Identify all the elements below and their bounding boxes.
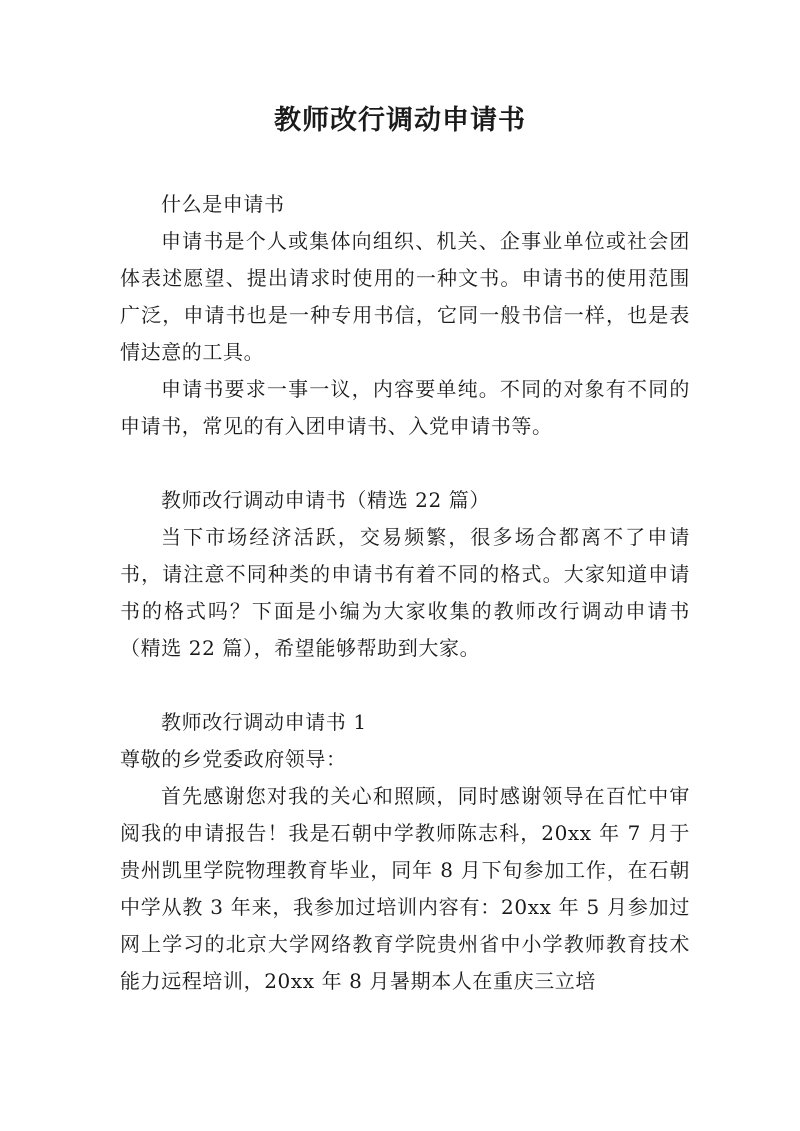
letter-salutation: 尊敬的乡党委政府领导： (120, 747, 347, 771)
paragraph-introduction: 当下市场经济活跃，交易频繁，很多场合都离不了申请书，请注意不同种类的申请书有着不同的格式。大家知道申请书的格式吗？下面是小编为大家收集的教师改行调动申请书（精选 22 篇），希望能够帮助到大家。 (120, 525, 690, 660)
letter-body-paragraph: 首先感谢您对我的关心和照顾，同时感谢领导在百忙中审阅我的申请报告！我是石朝中学教师陈志科，20xx 年 7 月于贵州凯里学院物理教育毕业，同年 8 月下旬参加工作，在石朝中学从教 3 年来，我参加过培训内容有：20xx 年 5 月参加过网上学习的北京大学网络教育学院贵州省中小学教师教育技术能力远程培训，20xx 年 8 月暑期本人在重庆三立培 (120, 784, 690, 993)
section-heading-collection: 教师改行调动申请书（精选 22 篇） (161, 488, 490, 512)
document-body (120, 186, 690, 1000)
section-spacer (120, 667, 690, 704)
section-heading-what-is: 什么是申请书 (161, 192, 285, 216)
paragraph-definition: 申请书是个人或集体向组织、机关、企事业单位或社会团体表述愿望、提出请求时使用的一种文书。申请书的使用范围广泛，申请书也是一种专用书信，它同一般书信一样，也是表情达意的工具。 (120, 229, 690, 364)
section-spacer (120, 445, 690, 482)
paragraph-requirements: 申请书要求一事一议，内容要单纯。不同的对象有不同的申请书，常见的有入团申请书、入党申请书等。 (120, 377, 690, 438)
document-title: 教师改行调动申请书 (274, 105, 526, 136)
section-heading-letter-1: 教师改行调动申请书 1 (161, 710, 367, 734)
